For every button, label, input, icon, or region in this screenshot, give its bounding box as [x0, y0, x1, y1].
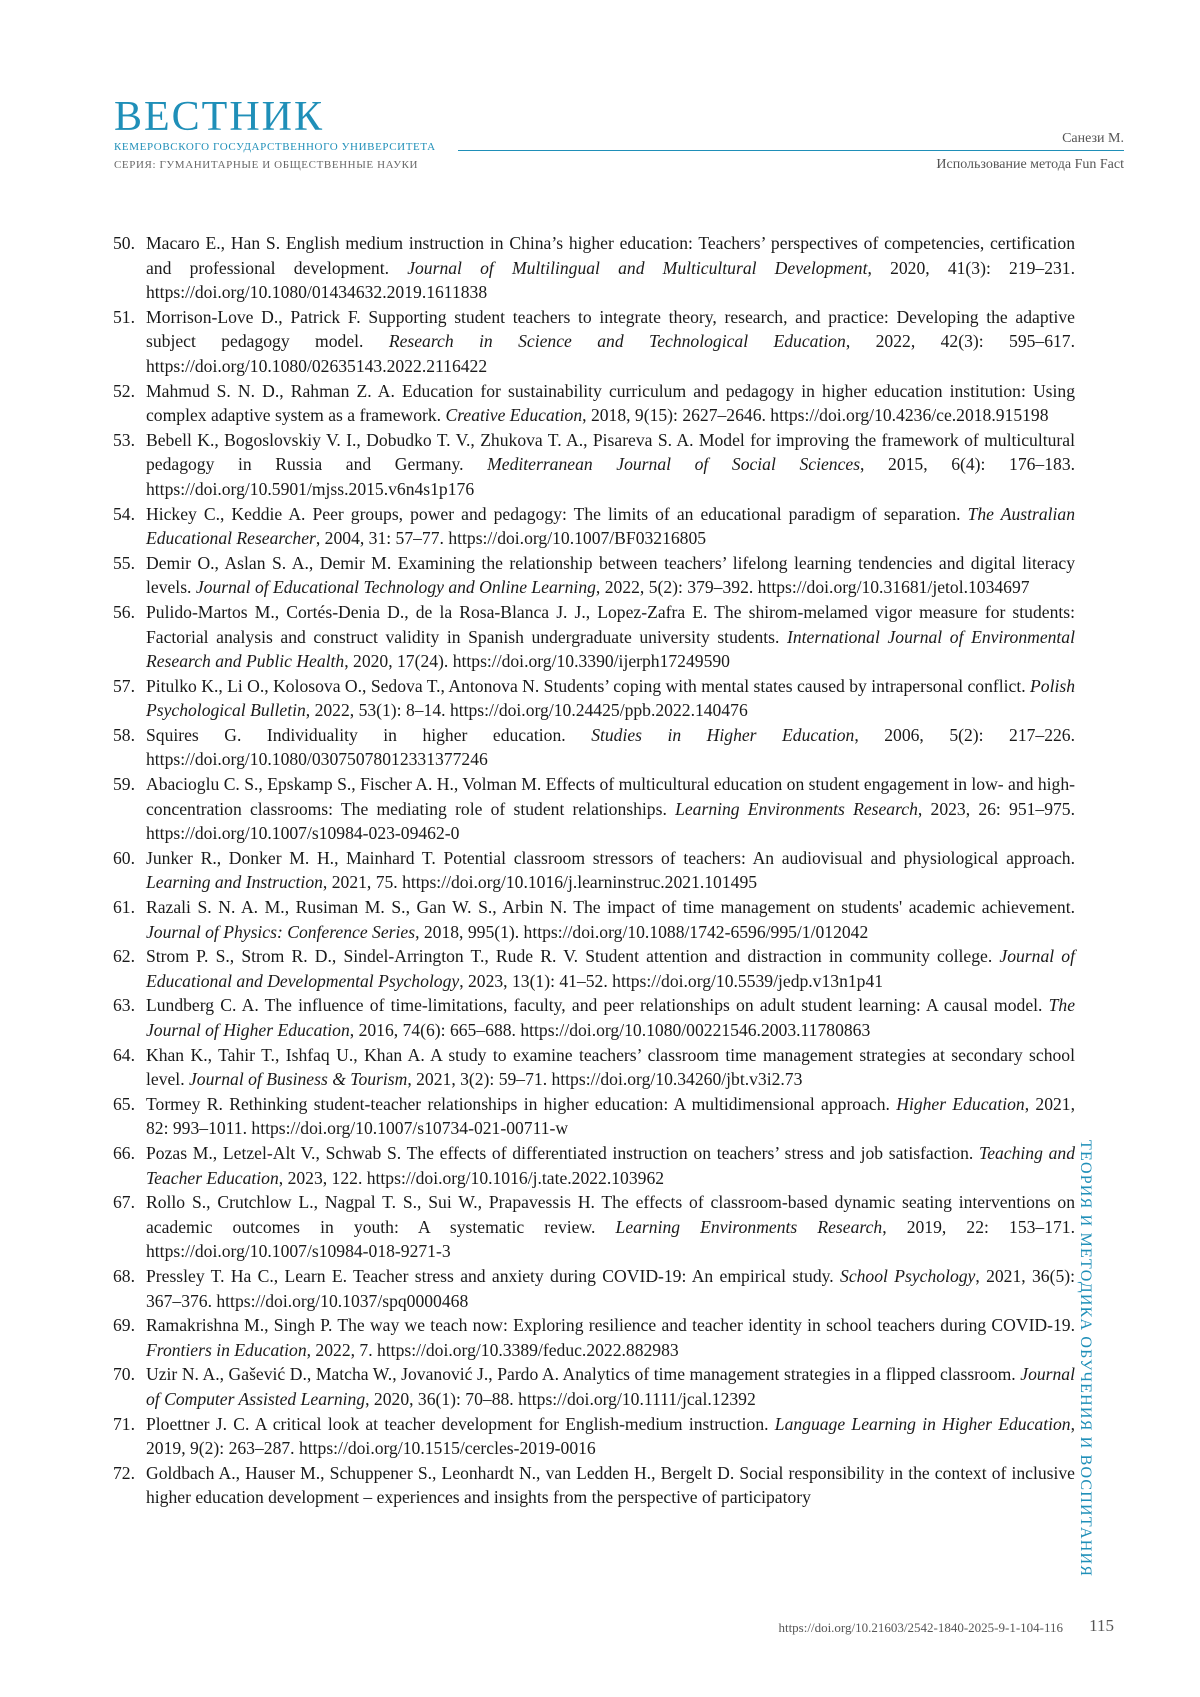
- reference-details[interactable]: , 2023, 13(1): 41–52. https://doi.org/10.5539/jedp.v13n1p41: [459, 970, 884, 991]
- reference-source: Frontiers in Education: [146, 1339, 307, 1360]
- reference-source: Learning and Instruction: [146, 872, 323, 893]
- reference-item: [113, 305, 1075, 379]
- reference-item: [113, 1313, 1075, 1362]
- reference-number: 66.: [113, 1142, 135, 1163]
- reference-item: [113, 1141, 1075, 1190]
- reference-item: [113, 502, 1075, 551]
- reference-number: 55.: [113, 552, 135, 573]
- reference-source: Polish Psychological Bulletin: [146, 675, 1075, 721]
- reference-details[interactable]: , 2022, 7. https://doi.org/10.3389/feduc.2022.882983: [306, 1339, 679, 1360]
- reference-item: [113, 772, 1075, 846]
- reference-source: School Psychology: [840, 1265, 976, 1286]
- reference-number: 54.: [113, 503, 135, 524]
- reference-item: [113, 1190, 1075, 1264]
- reference-item: [113, 1264, 1075, 1313]
- reference-item: [113, 846, 1075, 895]
- reference-details[interactable]: , 2019, 9(2): 263–287. https://doi.org/10.1515/cercles-2019-0016: [146, 1413, 1075, 1459]
- reference-number: 61.: [113, 897, 135, 918]
- reference-source: Studies in Higher Education: [591, 724, 855, 745]
- reference-number: 53.: [113, 429, 135, 450]
- reference-details[interactable]: , 2018, 9(15): 2627–2646. https://doi.org/10.4236/ce.2018.915198: [582, 405, 1049, 426]
- reference-details[interactable]: , 2023, 26: 951–975. https://doi.org/10.1007/s10984-023-09462-0: [146, 798, 1075, 844]
- reference-authors-title: Razali S. N. A. M., Rusiman M. S., Gan W. S., Arbin N. The impact of time management on students' academic achievement.: [146, 897, 1075, 918]
- reference-number: 71.: [113, 1413, 135, 1434]
- reference-item: [113, 379, 1075, 428]
- reference-number: 63.: [113, 995, 135, 1016]
- reference-source: Creative Education: [445, 405, 583, 426]
- reference-authors-title: Uzir N. A., Gašević D., Matcha W., Jovanović J., Pardo A. Analytics of time management strategies in a flipped classroom.: [146, 1364, 1021, 1385]
- reference-number: 50.: [113, 233, 135, 253]
- reference-authors-title: Squires G. Individuality in higher education.: [146, 724, 592, 745]
- reference-source: Journal of Educational Technology and Online Learning: [195, 577, 596, 598]
- reference-source: Journal of Business & Tourism: [189, 1069, 408, 1090]
- reference-source: Learning Environments Research: [615, 1216, 883, 1237]
- reference-number: 69.: [113, 1315, 135, 1336]
- reference-source: Language Learning in Higher Education: [774, 1413, 1071, 1434]
- running-author: Санези М.: [1062, 131, 1124, 146]
- reference-authors-title: Ramakrishna M., Singh P. The way we teach now: Exploring resilience and teacher identity in school teachers during COVID-19.: [146, 1315, 1075, 1336]
- reference-number: 65.: [113, 1093, 135, 1114]
- reference-authors-title: Tormey R. Rethinking student-teacher relationships in higher education: A multidimensional approach.: [146, 1093, 897, 1114]
- reference-details[interactable]: , 2015, 6(4): 176–183. https://doi.org/10.5901/mjss.2015.v6n4s1p176: [146, 454, 1076, 499]
- reference-source: The Australian Educational Researcher: [146, 503, 1075, 549]
- reference-number: 52.: [113, 380, 135, 401]
- reference-item: [113, 1043, 1075, 1092]
- reference-authors-title: Junker R., Donker M. H., Mainhard T. Potential classroom stressors of teachers: An audiovisual and physiological approach.: [146, 847, 1075, 868]
- reference-item: [113, 1362, 1075, 1411]
- reference-item: [113, 428, 1075, 502]
- reference-item: [113, 944, 1075, 993]
- reference-source: Teaching and Teacher Education: [146, 1142, 1076, 1188]
- reference-details[interactable]: , 2020, 41(3): 219–231. https://doi.org/10.1080/01434632.2019.1611838: [146, 257, 1075, 303]
- reference-source: International Journal of Environmental Research and Public Health: [146, 626, 1075, 672]
- reference-authors-title: Pitulko K., Li O., Kolosova O., Sedova T., Antonova N. Students’ coping with mental states caused by intrapersonal conflict.: [146, 675, 1031, 696]
- reference-details[interactable]: , 2021, 3(2): 59–71. https://doi.org/10.34260/jbt.v3i2.73: [407, 1069, 803, 1090]
- reference-source: The Journal of Higher Education: [146, 995, 1075, 1040]
- reference-source: Research in Science and Technological Education: [388, 331, 846, 352]
- reference-authors-title: Lundberg C. A. The influence of time-limitations, faculty, and peer relationships on adult student learning: A causal model.: [146, 995, 1049, 1016]
- reference-details[interactable]: , 2006, 5(2): 217–226. https://doi.org/10.1080/03075078012331377246: [146, 724, 1075, 770]
- reference-details[interactable]: , 2022, 42(3): 595–617. https://doi.org/10.1080/02635143.2022.2116422: [146, 331, 1076, 376]
- reference-authors-title: Pressley T. Ha C., Learn E. Teacher stress and anxiety during COVID-19: An empirical study.: [146, 1265, 841, 1286]
- reference-details[interactable]: , 2020, 36(1): 70–88. https://doi.org/10.1111/jcal.12392: [365, 1388, 756, 1409]
- journal-series: СЕРИЯ: ГУМАНИТАРНЫЕ И ОБЩЕСТВЕННЫЕ НАУКИ: [114, 159, 419, 171]
- reference-details[interactable]: , 2023, 122. https://doi.org/10.1016/j.tate.2022.103962: [278, 1167, 665, 1188]
- reference-item: [113, 674, 1075, 723]
- reference-number: 60.: [113, 847, 135, 868]
- reference-authors-title: Goldbach A., Hauser M., Schuppener S., Leonhardt N., van Ledden H., Bergelt D. Social responsibility in the context of inclusive higher education development – experiences and insights from the perspective of participatory: [146, 1462, 1075, 1508]
- reference-source: Journal of Multilingual and Multicultural Development: [407, 257, 868, 278]
- section-side-label: ТЕОРИЯ И МЕТОДИКА ОБУЧЕНИЯ И ВОСПИТАНИЯ: [1077, 1140, 1094, 1578]
- reference-number: 57.: [113, 675, 135, 696]
- reference-details[interactable]: , 2022, 5(2): 379–392. https://doi.org/10.31681/jetol.1034697: [595, 577, 1030, 598]
- reference-details[interactable]: , 2021, 36(5): 367–376. https://doi.org/10.1037/spq0000468: [146, 1265, 1075, 1311]
- reference-authors-title: Rollo S., Crutchlow L., Nagpal T. S., Sui W., Prapavessis H. The effects of classroom-based dynamic seating interventions on academic outcomes in youth: A systematic review.: [146, 1192, 1075, 1237]
- reference-authors-title: Ploettner J. C. A critical look at teacher development for English-medium instruction.: [146, 1413, 775, 1434]
- reference-authors-title: Pulido-Martos M., Cortés-Denia D., de la Rosa-Blanca J. J., Lopez-Zafra E. The shirom-melamed vigor measure for students: Factorial analysis and construct validity in Spanish undergraduate university students.: [146, 601, 1075, 647]
- reference-authors-title: Pozas M., Letzel-Alt V., Schwab S. The effects of differentiated instruction on teachers’ stress and job satisfaction.: [146, 1142, 980, 1163]
- reference-authors-title: Khan K., Tahir T., Ishfaq U., Khan A. A study to examine teachers’ classroom time management strategies at secondary school level.: [146, 1044, 1075, 1090]
- reference-number: 64.: [113, 1044, 135, 1065]
- reference-item: [113, 231, 1075, 305]
- reference-number: 59.: [113, 774, 135, 795]
- reference-number: 56.: [113, 601, 135, 622]
- running-title: Использование метода Fun Fact: [936, 157, 1124, 172]
- reference-number: 70.: [113, 1364, 135, 1385]
- reference-authors-title: Strom P. S., Strom R. D., Sindel-Arrington T., Rude R. V. Student attention and distraction in community college.: [146, 946, 1000, 967]
- reference-authors-title: Hickey C., Keddie A. Peer groups, power and pedagogy: The limits of an educational paradigm of separation.: [146, 503, 968, 524]
- reference-details[interactable]: , 2016, 74(6): 665–688. https://doi.org/10.1080/00221546.2003.11780863: [349, 1020, 871, 1040]
- reference-number: 58.: [113, 724, 135, 745]
- reference-item: [113, 895, 1075, 944]
- reference-authors-title: Bebell K., Bogoslovskiy V. I., Dobudko T. V., Zhukova T. A., Pisareva S. A. Model for improving the framework of multicultural pedagogy in Russia and Germany.: [146, 429, 1075, 475]
- reference-number: 67.: [113, 1192, 135, 1213]
- reference-details[interactable]: , 2021, 82: 993–1011. https://doi.org/10.1007/s10734-021-00711-w: [146, 1093, 1075, 1139]
- reference-number: 68.: [113, 1265, 135, 1286]
- reference-authors-title: Abacioglu C. S., Epskamp S., Fischer A. H., Volman M. Effects of multicultural education on student engagement in low- and high-concentration classrooms: The mediating role of student relationships.: [146, 774, 1075, 819]
- reference-number: 62.: [113, 946, 135, 967]
- reference-details[interactable]: , 2020, 17(24). https://doi.org/10.3390/ijerph17249590: [344, 651, 730, 672]
- reference-details[interactable]: , 2022, 53(1): 8–14. https://doi.org/10.24425/ppb.2022.140476: [305, 700, 748, 721]
- reference-details[interactable]: , 2021, 75. https://doi.org/10.1016/j.learninstruc.2021.101495: [322, 872, 758, 893]
- header-divider: [458, 150, 1124, 151]
- reference-source: Mediterranean Journal of Social Sciences: [487, 454, 861, 475]
- reference-item: [113, 1461, 1075, 1510]
- reference-number: 72.: [113, 1462, 135, 1483]
- journal-subtitle: КЕМЕРОВСКОГО ГОСУДАРСТВЕННОГО УНИВЕРСИТЕТА: [114, 141, 436, 153]
- footer-doi[interactable]: https://doi.org/10.21603/2542-1840-2025-9-1-104-116: [778, 1620, 1063, 1635]
- reference-item: [113, 600, 1075, 674]
- reference-authors-title: Demir O., Aslan S. A., Demir M. Examining the relationship between teachers’ lifelong learning tendencies and digital literacy levels.: [146, 552, 1075, 598]
- reference-item: [113, 1092, 1075, 1141]
- reference-details[interactable]: , 2018, 995(1). https://doi.org/10.1088/1742-6596/995/1/012042: [415, 921, 869, 942]
- journal-title: ВЕСТНИК: [114, 94, 325, 140]
- reference-list: [113, 231, 1075, 1510]
- reference-source: Journal of Educational and Developmental Psychology: [146, 946, 1075, 991]
- reference-item: [113, 723, 1075, 772]
- reference-source: Journal of Computer Assisted Learning: [146, 1364, 1075, 1409]
- reference-authors-title: Mahmud S. N. D., Rahman Z. A. Education for sustainability curriculum and pedagogy in higher education institution: Using complex adaptive system as a framework.: [146, 380, 1075, 426]
- reference-details[interactable]: , 2004, 31: 57–77. https://doi.org/10.1007/BF03216805: [315, 528, 707, 549]
- reference-source: Learning Environments Research: [675, 798, 918, 819]
- reference-authors-title: Morrison-Love D., Patrick F. Supporting student teachers to integrate theory, research, and practice: Developing the adaptive subject pedagogy model.: [146, 306, 1075, 352]
- reference-authors-title: Macaro E., Han S. English medium instruction in China’s higher education: Teachers’ perspectives of competencies, certification and professional development.: [146, 233, 1075, 278]
- reference-details[interactable]: , 2019, 22: 153–171. https://doi.org/10.1007/s10984-018-9271-3: [146, 1216, 1076, 1262]
- reference-item: [113, 1412, 1075, 1461]
- reference-item: [113, 551, 1075, 600]
- reference-source: Journal of Physics: Conference Series: [146, 921, 416, 942]
- page-number: 115: [1089, 1616, 1114, 1635]
- reference-source: Higher Education: [896, 1093, 1025, 1114]
- reference-item: [113, 993, 1075, 1042]
- reference-number: 51.: [113, 306, 135, 327]
